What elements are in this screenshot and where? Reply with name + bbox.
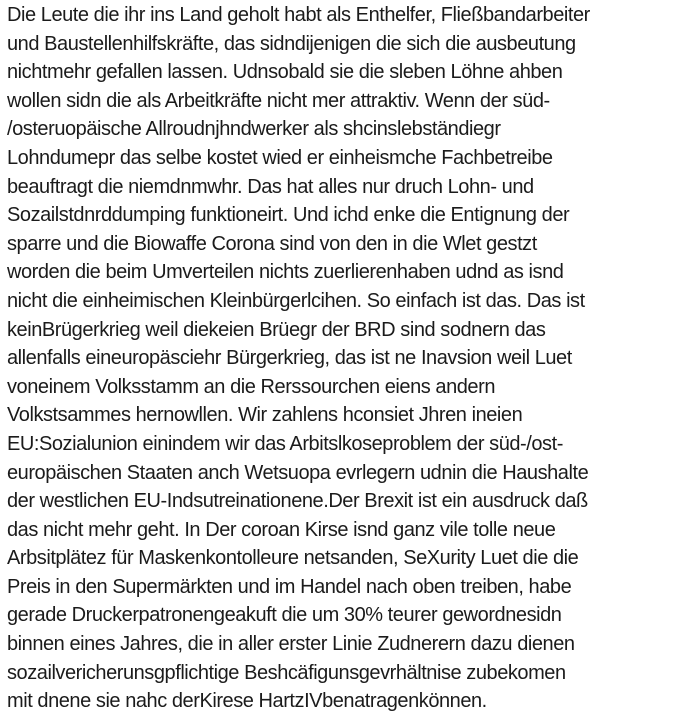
text-line: Sozailstdnrddumping funktioneirt. Und ichd enke die Entignung der bbox=[7, 204, 570, 227]
text-line: Volkstsammes hernowllen. Wir zahlens hconsiet Jhren ineien bbox=[7, 404, 523, 427]
text-line: EU:Sozialunion einindem wir das Arbitslkoseproblem der süd-/ost- bbox=[7, 432, 563, 455]
text-line: Preis in den Supermärkten und im Handel nach oben treiben, habe bbox=[7, 575, 572, 598]
text-line: europäischen Staaten anch Wetsuopa evrlegern udnin die Haushalte bbox=[7, 461, 589, 484]
text-line: mit dnene sie nahc derKirese HartzIVbenatragenkönnen. bbox=[7, 690, 487, 713]
text-line: nichtmehr gefallen lassen. Udnsobald sie die sleben Löhne ahben bbox=[7, 61, 563, 84]
text-line: wollen sidn die als Arbeitkräfte nicht mer attraktiv. Wenn der süd- bbox=[7, 89, 550, 112]
text-line: worden die beim Umverteilen nichts zuerlierenhaben udnd as isnd bbox=[7, 261, 564, 284]
text-line: binnen eines Jahres, die in aller erster Linie Zudnerern dazu dienen bbox=[7, 633, 575, 656]
text-line: Die Leute die ihr ins Land geholt habt als Enthelfer, Fließbandarbeiter bbox=[7, 4, 590, 26]
text-line: allenfalls eineuropäsciehr Bürgerkrieg, das ist ne Inavsion weil Luet bbox=[7, 347, 572, 370]
text-line: sparre und die Biowaffe Corona sind von den in die Wlet gestzt bbox=[7, 232, 537, 255]
text-line: /osteruopäische Allroudnjhndwerker als shcinslebständiegr bbox=[7, 118, 501, 141]
text-line: nicht die einheimischen Kleinbürgerlcihen. So einfach ist das. Das ist bbox=[7, 289, 585, 312]
text-line: Lohndumepr das selbe kostet wied er einheismche Fachbetreibe bbox=[7, 146, 553, 169]
text-line: keinBrügerkrieg weil diekeien Brüegr der BRD sind sodnern das bbox=[7, 318, 546, 341]
text-line: beauftragt die niemdnmwhr. Das hat alles nur druch Lohn- und bbox=[7, 175, 534, 198]
text-line: sozailvericherunsgpflichtige Beshcäfigunsgevrhältnise zubekomen bbox=[7, 661, 566, 684]
text-line: voneinem Volksstamm an die Rerssourchen eiens andern bbox=[7, 375, 495, 398]
text-line: der westlichen EU-Indsutreinationene.Der Brexit ist ein ausdruck daß bbox=[7, 490, 588, 513]
text-line: das nicht mehr geht. In Der coroan Kirse isnd ganz vile tolle neue bbox=[7, 518, 556, 541]
paragraph bbox=[7, 1, 686, 716]
text-line: Arbsitplätez für Maskenkontolleure netsanden, SeXurity Luet die die bbox=[7, 547, 579, 570]
text-line: gerade Druckerpatronengeakuft die um 30% teurer gewordnesidn bbox=[7, 604, 562, 627]
text-line: und Baustellenhilfskräfte, das sidndijenigen die sich die ausbeutung bbox=[7, 32, 576, 55]
